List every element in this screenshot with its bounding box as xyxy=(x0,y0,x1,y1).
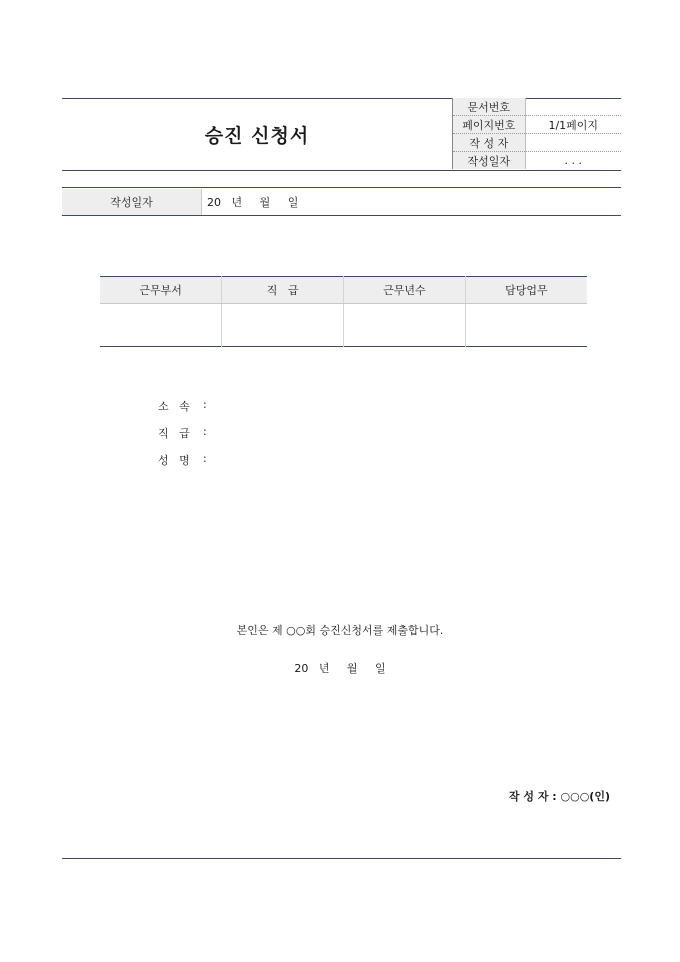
meta-label: 작성일자 xyxy=(453,152,526,170)
date-bar-label: 작성일자 xyxy=(62,189,202,215)
table-row xyxy=(100,304,587,347)
employment-info-table xyxy=(100,276,587,347)
meta-row xyxy=(453,98,622,116)
field-label: 직 급 xyxy=(158,427,190,440)
table-cell[interactable] xyxy=(100,304,222,347)
meta-label: 문서번호 xyxy=(453,98,526,116)
meta-label: 작 성 자 xyxy=(453,134,526,152)
table-cell[interactable] xyxy=(465,304,587,347)
column-header: 근무년수 xyxy=(344,277,466,304)
field-position xyxy=(158,425,378,441)
document-title: 승진 신청서 xyxy=(204,124,310,147)
meta-value: . . . xyxy=(525,152,621,170)
table-header-row xyxy=(100,277,587,304)
header-bottom-rule xyxy=(62,170,621,171)
meta-row xyxy=(453,152,622,170)
meta-value xyxy=(525,98,621,116)
document-meta-table xyxy=(452,98,621,169)
meta-label: 페이지번호 xyxy=(453,116,526,134)
meta-value xyxy=(525,134,621,152)
field-name xyxy=(158,452,378,468)
submission-date: 20 년 월 일 xyxy=(294,662,386,675)
field-colon: : xyxy=(203,398,207,411)
footer-rule xyxy=(62,858,621,859)
table-cell[interactable] xyxy=(222,304,344,347)
submission-statement: 본인은 제 ○○회 승진신청서를 제출합니다. xyxy=(236,624,444,637)
column-header: 근무부서 xyxy=(100,277,222,304)
field-colon: : xyxy=(203,425,207,438)
date-bar-bottom-rule xyxy=(62,215,621,216)
column-header: 직 급 xyxy=(222,277,344,304)
meta-row xyxy=(453,116,622,134)
meta-value: 1/1페이지 xyxy=(525,116,621,134)
table-cell[interactable] xyxy=(344,304,466,347)
field-affiliation xyxy=(158,398,378,414)
column-header: 담당업무 xyxy=(465,277,587,304)
date-bar-value[interactable]: 20 년 월 일 xyxy=(207,196,299,209)
field-colon: : xyxy=(203,452,207,465)
date-bar-top-rule xyxy=(62,187,621,188)
meta-row xyxy=(453,134,622,152)
field-label: 소 속 xyxy=(158,400,190,413)
signer-line: 작 성 자 : ○○○(인) xyxy=(508,790,610,803)
field-label: 성 명 xyxy=(158,454,190,467)
